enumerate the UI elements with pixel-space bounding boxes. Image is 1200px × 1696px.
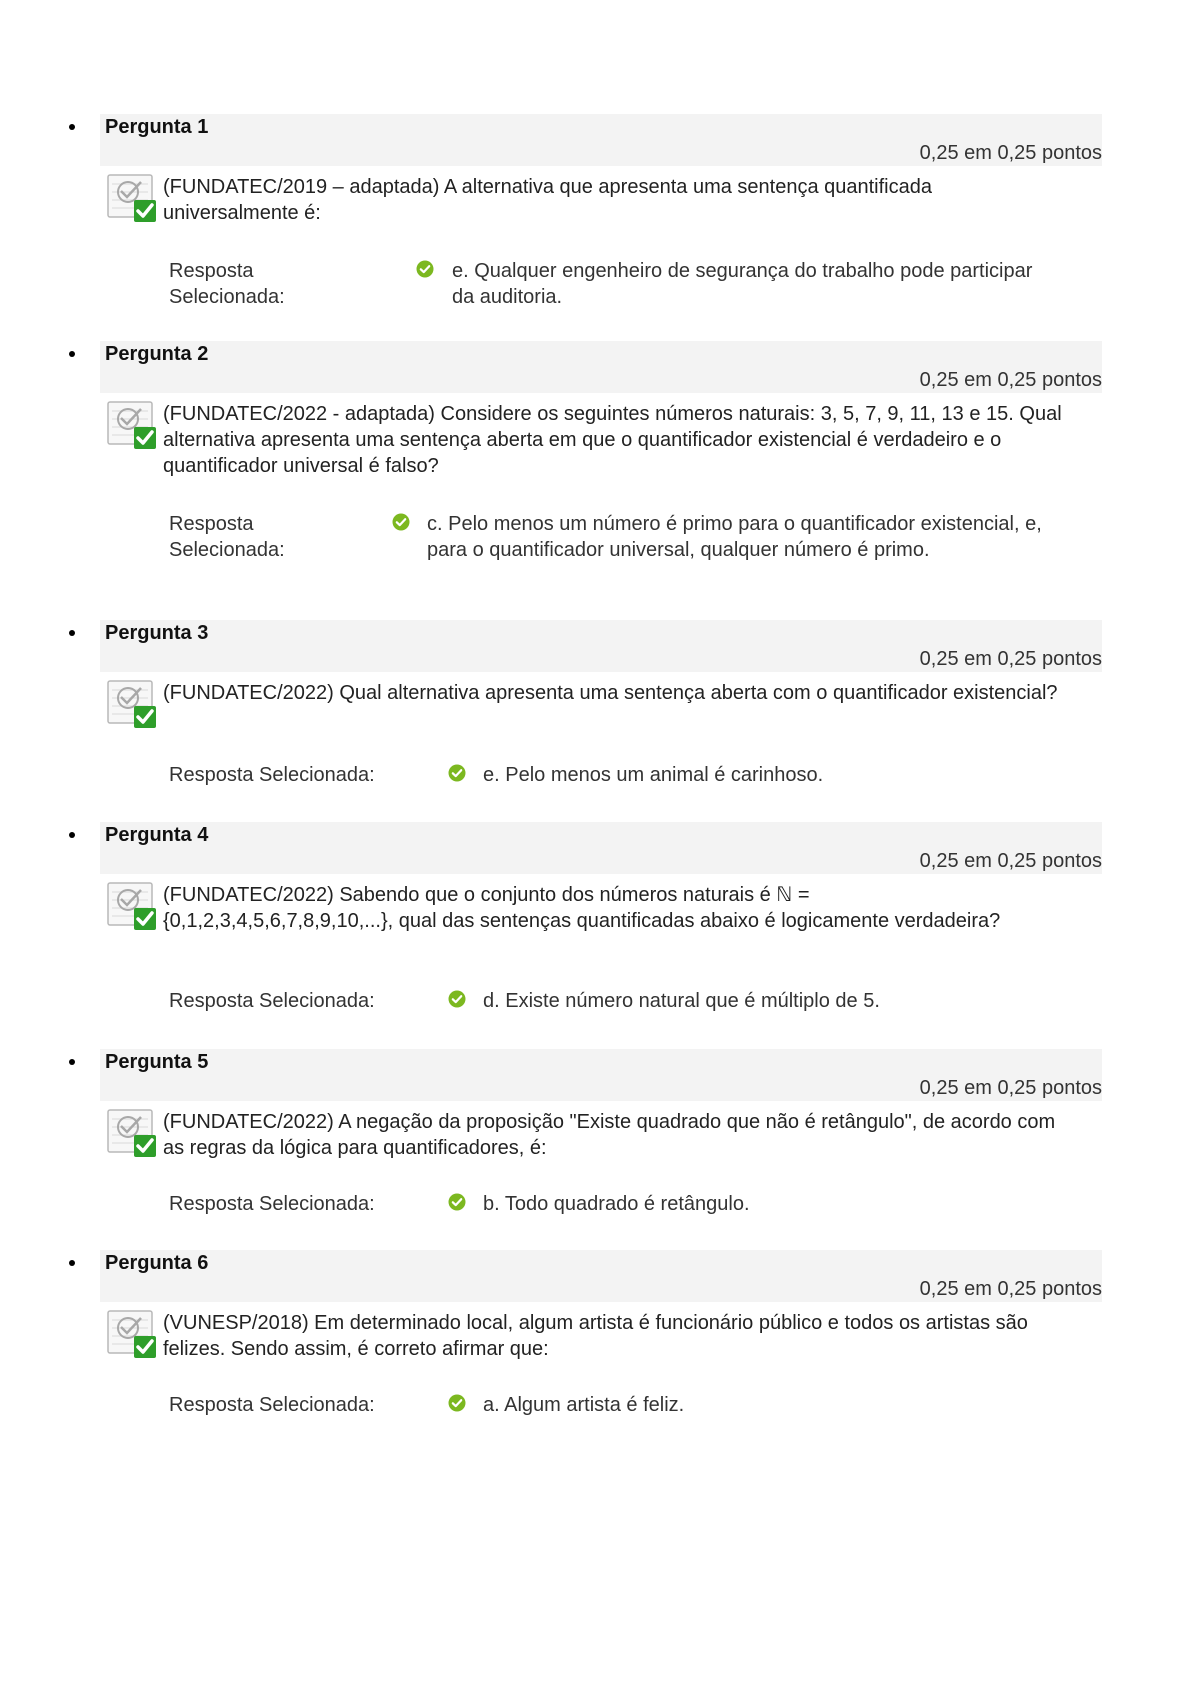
selected-answer: b. Todo quadrado é retângulo.: [483, 1193, 750, 1215]
answer-correct-icon: [448, 1193, 466, 1211]
correct-status-icon: [107, 1107, 159, 1159]
answer-correct-icon: [448, 1394, 466, 1412]
correct-status-icon: [107, 678, 159, 730]
selected-answer: d. Existe número natural que é múltiplo de 5.: [483, 990, 880, 1012]
question-text: (FUNDATEC/2022) Qual alternativa apresenta uma sentença aberta com o quantificador existencial?: [163, 682, 1058, 704]
answer-correct-icon: [416, 260, 434, 278]
question-title: Pergunta 1: [105, 116, 209, 138]
correct-status-icon: [107, 172, 159, 224]
question-title: Pergunta 5: [105, 1051, 209, 1073]
answer-label: Resposta Selecionada:: [169, 1193, 375, 1215]
bullet-icon: [69, 124, 75, 130]
question-points: 0,25 em 0,25 pontos: [919, 850, 1102, 872]
question-text: (FUNDATEC/2022) Sabendo que o conjunto dos números naturais é ℕ = {0,1,2,3,4,5,6,7,8,9,10,...}, qual das sentenças quantificadas abaixo é logicamente verdadeira?: [163, 884, 1001, 932]
answer-label: Resposta Selecionada:: [169, 764, 375, 786]
answer-correct-icon: [448, 764, 466, 782]
selected-answer: c. Pelo menos um número é primo para o quantificador existencial, e, para o quantificador universal, qualquer número é primo.: [427, 513, 1042, 561]
correct-status-icon: [107, 880, 159, 932]
bullet-icon: [69, 832, 75, 838]
question-text: (FUNDATEC/2022 - adaptada) Considere os seguintes números naturais: 3, 5, 7, 9, 11, 13 e 15. Qual alternativa apresenta uma sentença aberta em que o quantificador existencial é verdadeiro e o quantificador universal é falso?: [163, 403, 1062, 477]
answer-label: Resposta Selecionada:: [169, 260, 285, 308]
answer-correct-icon: [392, 513, 410, 531]
bullet-icon: [69, 1059, 75, 1065]
bullet-icon: [69, 351, 75, 357]
bullet-icon: [69, 630, 75, 636]
question-points: 0,25 em 0,25 pontos: [919, 369, 1102, 391]
question-title: Pergunta 2: [105, 343, 209, 365]
bullet-icon: [69, 1260, 75, 1266]
question-points: 0,25 em 0,25 pontos: [919, 1278, 1102, 1300]
answer-label: Resposta Selecionada:: [169, 513, 285, 561]
question-text: (FUNDATEC/2022) A negação da proposição "Existe quadrado que não é retângulo", de acordo com as regras da lógica para quantificadores, é:: [163, 1111, 1056, 1159]
question-points: 0,25 em 0,25 pontos: [919, 142, 1102, 164]
question-points: 0,25 em 0,25 pontos: [919, 648, 1102, 670]
question-points: 0,25 em 0,25 pontos: [919, 1077, 1102, 1099]
selected-answer: a. Algum artista é feliz.: [483, 1394, 685, 1416]
correct-status-icon: [107, 399, 159, 451]
question-title: Pergunta 3: [105, 622, 209, 644]
selected-answer: e. Qualquer engenheiro de segurança do trabalho pode participar da auditoria.: [452, 260, 1033, 308]
question-text: (FUNDATEC/2019 – adaptada) A alternativa que apresenta uma sentença quantificada universalmente é:: [163, 176, 932, 224]
question-title: Pergunta 6: [105, 1252, 209, 1274]
answer-correct-icon: [448, 990, 466, 1008]
correct-status-icon: [107, 1308, 159, 1360]
answer-label: Resposta Selecionada:: [169, 1394, 375, 1416]
question-title: Pergunta 4: [105, 824, 209, 846]
selected-answer: e. Pelo menos um animal é carinhoso.: [483, 764, 824, 786]
question-text: (VUNESP/2018) Em determinado local, algum artista é funcionário público e todos os artistas são felizes. Sendo assim, é correto afirmar que:: [163, 1312, 1028, 1360]
answer-label: Resposta Selecionada:: [169, 990, 375, 1012]
